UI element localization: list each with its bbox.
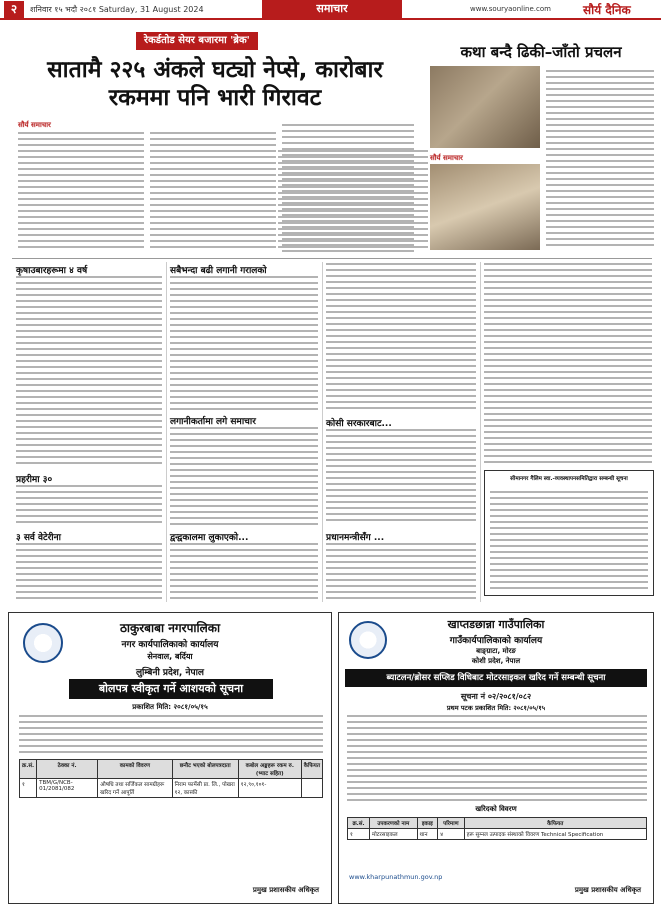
ad-right-body — [347, 715, 647, 801]
ad-right-address: बाङ्ग्राटा, मोरङ — [476, 647, 516, 655]
website-url[interactable]: www.souryaonline.com — [470, 5, 551, 13]
middle-heading-1: सबैभन्दा बढी लगानी गरालको — [170, 266, 267, 276]
ad-right-org: खाप्तडछान्ना गाउँपालिका — [447, 618, 545, 631]
ad-left-org: ठाकुरबाबा नगरपालिका — [119, 621, 221, 635]
ad-left-signature: प्रमुख प्रशासकीय अधिकृत — [252, 886, 319, 894]
right-body-1 — [326, 263, 476, 411]
left-body-1 — [16, 276, 162, 468]
jaato-photo — [430, 164, 540, 250]
ad-left-body — [19, 715, 323, 753]
lead-kicker: रेकर्डतोड सेयर बजारमा 'ब्रेक' — [136, 32, 258, 50]
middle-body-2 — [170, 427, 318, 525]
left-body-2 — [16, 485, 162, 527]
dhiki-photo — [430, 66, 540, 148]
ad-left-address: सेनवाल, बर्दिया — [147, 652, 193, 661]
table-header: कबोल अङ्कहरू रकम रु. (भ्याट सहित) — [238, 760, 301, 779]
table-cell: निराम फार्मेसी प्रा. लि., पोखरा १२, कास्की — [172, 779, 238, 798]
tender-notice-left — [8, 612, 332, 904]
ad-left-province: लुम्बिनी प्रदेश, नेपाल — [135, 668, 205, 678]
table-cell: १ — [20, 779, 37, 798]
table-cell: १२,९०,१०१- — [238, 779, 301, 798]
small-notice-body — [490, 491, 648, 589]
table-header: इकाइ — [417, 818, 438, 829]
left-heading-3: ३ सर्व वेटेरीना — [16, 533, 61, 543]
table-header: कामको विवरण — [98, 760, 173, 779]
table-cell — [301, 779, 322, 798]
ad-right-band: ब्याटलन/ब्रोसर सप्लिड विधिबाट मोटरसाइकल खरिद गर्ने सम्बन्धी सूचना — [345, 669, 647, 687]
lead-byline: सौर्य समाचार — [18, 121, 51, 129]
right-story-body-b — [278, 150, 428, 250]
table-cell: हरू सुम्नल उत्पादक संस्थाको विवरण Technical Specification — [464, 829, 646, 840]
table-cell: TBM/G/NCB-01/2081/082 — [37, 779, 98, 798]
right-body-4 — [484, 263, 652, 463]
table-row — [20, 779, 323, 798]
tender-notice-right — [338, 612, 654, 904]
ad-right-date: प्रथम पटक प्रकाशित मिति: २०८१/०५/१५ — [446, 704, 546, 712]
column-rule — [322, 262, 323, 602]
table-header: कैफियत — [464, 818, 646, 829]
table-header: ठेक्का नं. — [37, 760, 98, 779]
table-cell: औषधि तथा सर्जिकल सामग्रीहरू खरिद गर्ने आपूर्ति — [98, 779, 173, 798]
ad-right-office: गाउँकार्यपालिकाको कार्यालय — [449, 636, 543, 646]
left-heading-1: कृषाउबारहरूमा ४ वर्ष — [16, 266, 88, 276]
right-body-3 — [326, 543, 476, 601]
middle-body-3 — [170, 543, 318, 601]
ad-right-table — [347, 817, 647, 840]
table-cell: मोटरसाइकल — [370, 829, 418, 840]
right-body-2 — [326, 429, 476, 525]
right-heading-1: कोसी सरकारबाट... — [326, 419, 392, 429]
right-heading-2: प्रधानमन्त्रीसँग ... — [326, 533, 385, 543]
page-number: २ — [4, 1, 24, 18]
brand-logo: सौर्य दैनिक — [583, 3, 631, 17]
table-cell: ४ — [438, 829, 464, 840]
ad-right-table-title: खरिदको विवरण — [475, 805, 517, 813]
middle-body-1 — [170, 276, 318, 410]
small-notice-title: सीमानगर गैलिम स्वा.-व्यवस्थापनसमितिद्वारा सम्बन्धी सूचना — [510, 476, 628, 482]
small-notice — [484, 470, 654, 596]
ad-right-province: कोशी प्रदेश, नेपाल — [471, 657, 521, 665]
table-row — [348, 829, 647, 840]
ad-left-date: प्रकाशित मिति: २०८१/०५/१५ — [132, 703, 208, 711]
right-story-headline[interactable]: कथा बन्दै ढिकी–जाँतो प्रचलन — [460, 43, 622, 61]
table-cell: थान — [417, 829, 438, 840]
ad-right-website[interactable]: www.kharpunathmun.gov.np — [349, 873, 443, 881]
section-label: समाचार — [262, 0, 402, 18]
column-rule — [480, 262, 481, 602]
table-header: क्र.सं. — [20, 760, 37, 779]
table-header: छनौट भएको बोलपत्रदाता — [172, 760, 238, 779]
middle-heading-3: द्वन्द्वकालमा लुकाएको... — [170, 533, 249, 543]
ad-right-signature: प्रमुख प्रशासकीय अधिकृत — [574, 886, 641, 894]
section-divider — [12, 258, 652, 259]
left-heading-2: प्रहरीमा ३० — [16, 475, 53, 485]
table-header: कैफियत — [301, 760, 322, 779]
table-cell: १ — [348, 829, 370, 840]
right-story-byline: सौर्य समाचार — [430, 154, 463, 162]
issue-date: शनिवार १५ भदौ २०८१ Saturday, 31 August 2024 — [30, 5, 204, 14]
middle-heading-2: लगानीकर्तामा लगे समाचार — [170, 417, 256, 427]
table-header: परिमाण — [438, 818, 464, 829]
ad-left-table — [19, 759, 323, 798]
lead-body-col1 — [18, 132, 144, 252]
lead-headline[interactable]: सातामै २२५ अंकले घट्यो नेप्से, कारोबार रकममा पनि भारी गिरावट — [47, 57, 383, 111]
left-body-3 — [16, 543, 162, 601]
table-header: क्र.सं. — [348, 818, 370, 829]
page-header — [0, 0, 661, 20]
right-story-body-a — [546, 70, 654, 250]
ad-left-office: नगर कार्यपालिकाको कार्यालय — [121, 640, 219, 650]
lead-body-col2 — [150, 132, 276, 252]
column-rule — [166, 262, 167, 602]
ad-right-notice-no: सूचना नं ०२/२०८१/०८२ — [460, 692, 532, 701]
table-header: उपकरणको नाम — [370, 818, 418, 829]
ad-left-band: बोलपत्र स्वीकृत गर्ने आशयको सूचना — [69, 679, 273, 699]
